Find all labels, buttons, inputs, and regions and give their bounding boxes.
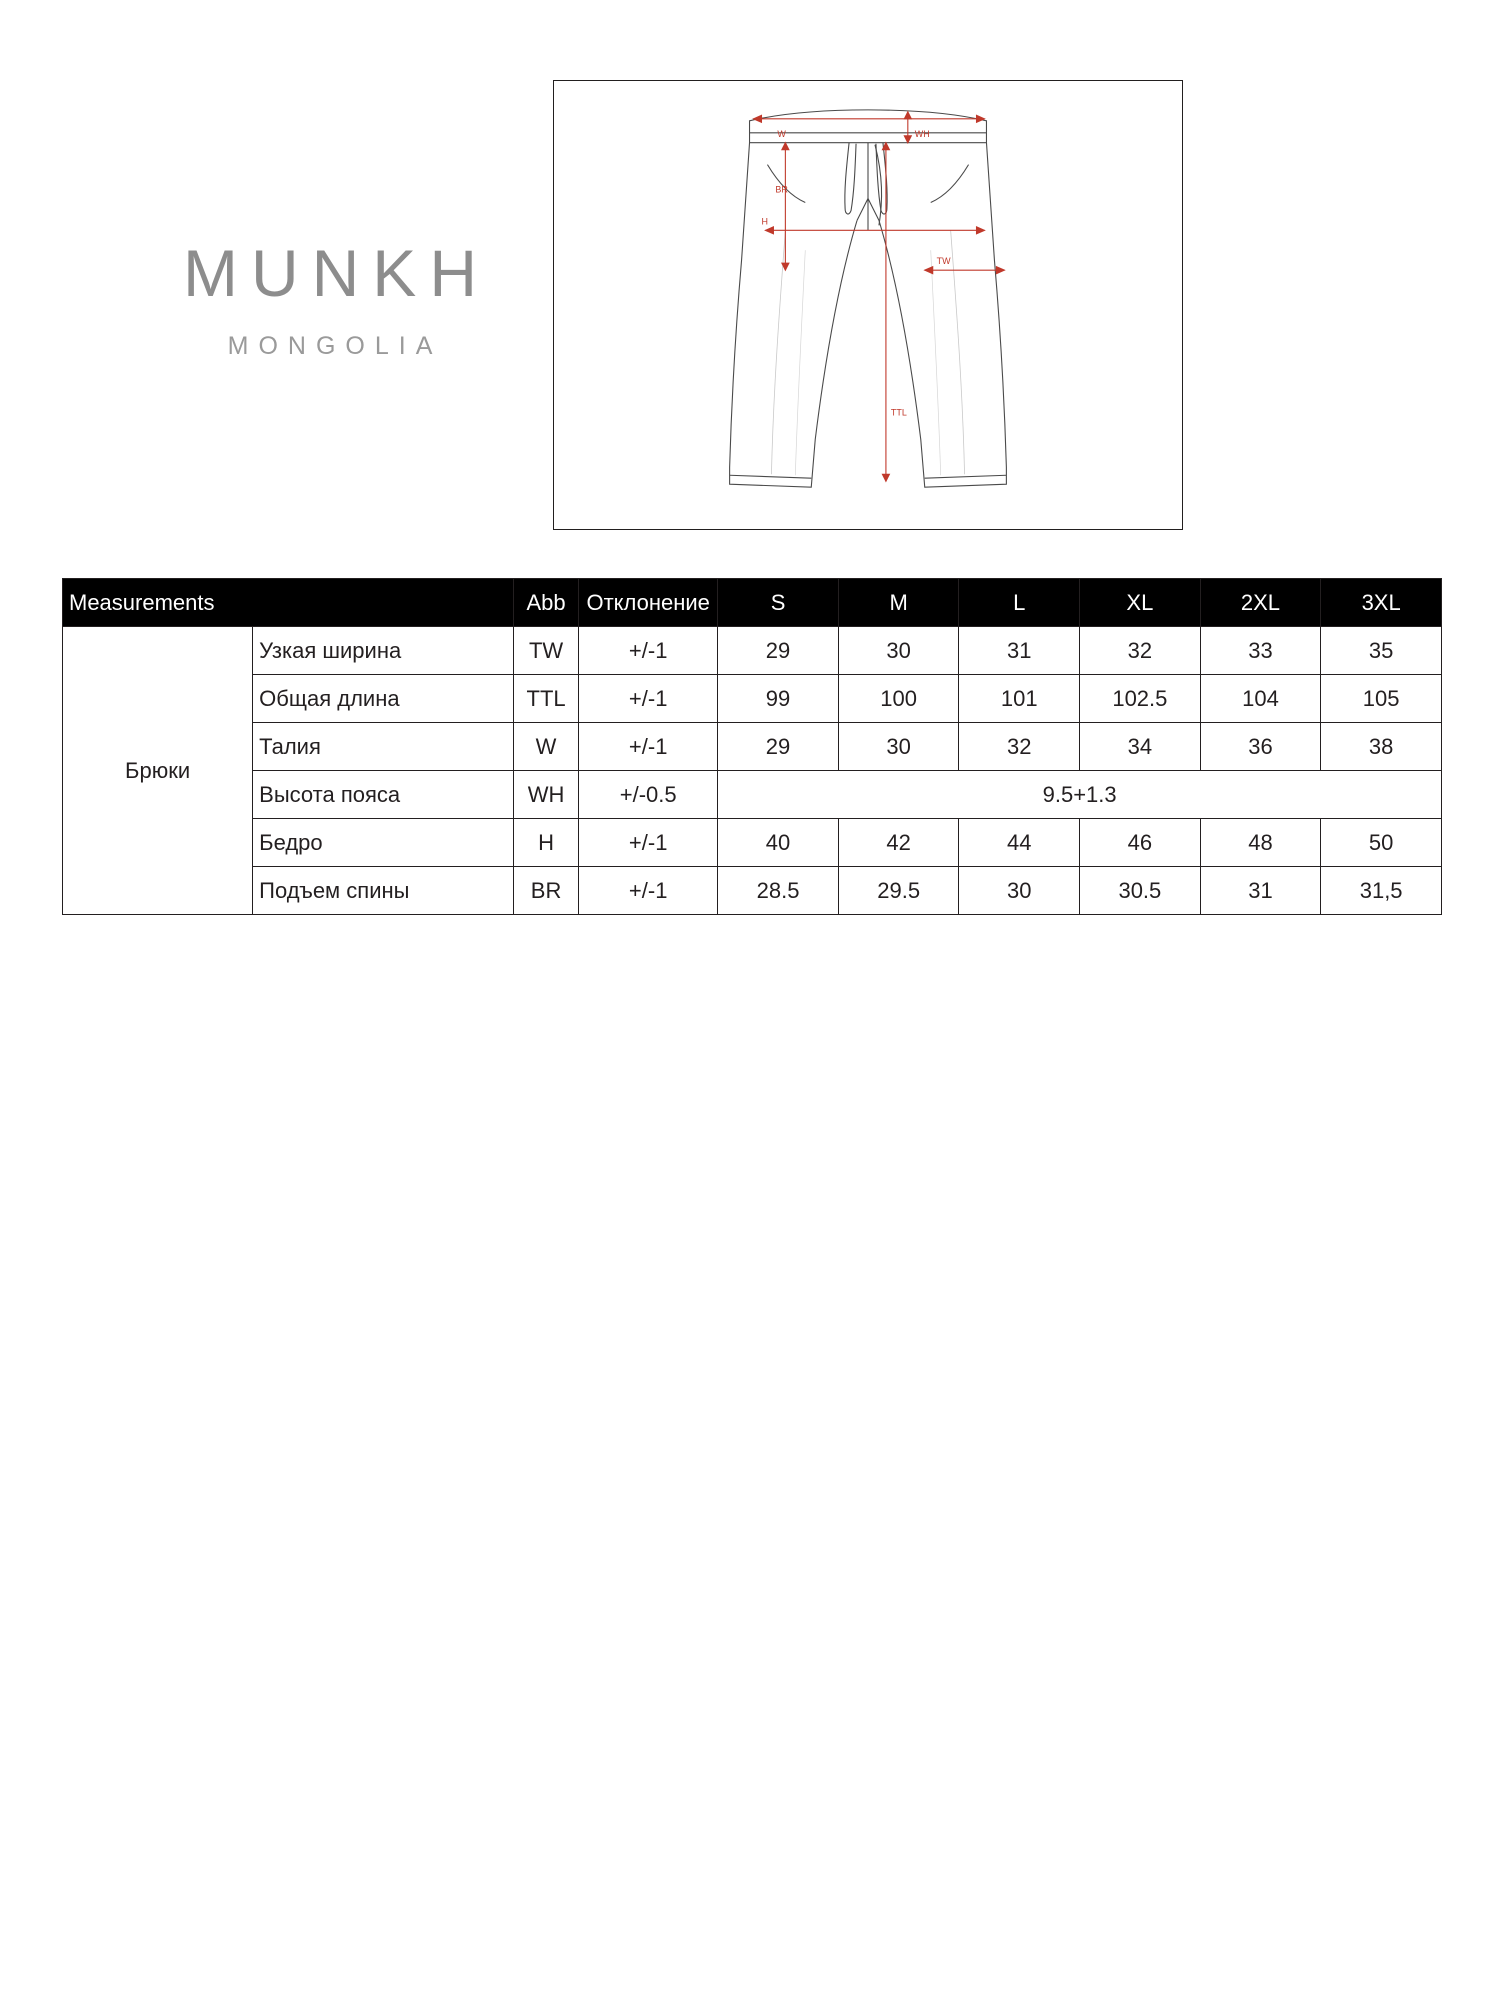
cell-m: 42 xyxy=(838,819,959,867)
cell-2xl: 31 xyxy=(1200,867,1321,915)
header-size-xl: XL xyxy=(1080,579,1201,627)
row-abb: WH xyxy=(513,771,578,819)
cell-xl: 30.5 xyxy=(1080,867,1201,915)
cell-s: 99 xyxy=(718,675,839,723)
table-body xyxy=(63,627,1442,915)
cell-l: 30 xyxy=(959,867,1080,915)
cell-l: 32 xyxy=(959,723,1080,771)
cell-l: 44 xyxy=(959,819,1080,867)
cell-2xl: 104 xyxy=(1200,675,1321,723)
cell-3xl: 50 xyxy=(1321,819,1442,867)
cell-s: 28.5 xyxy=(718,867,839,915)
row-name: Общая длина xyxy=(253,675,514,723)
size-chart xyxy=(62,578,1442,915)
document-header xyxy=(0,0,1500,510)
cell-merged-all-sizes: 9.5+1.3 xyxy=(718,771,1442,819)
row-tolerance: +/-1 xyxy=(579,867,718,915)
table-row xyxy=(63,723,1442,771)
table-row xyxy=(63,819,1442,867)
row-abb: H xyxy=(513,819,578,867)
cell-3xl: 31,5 xyxy=(1321,867,1442,915)
row-abb: BR xyxy=(513,867,578,915)
category-label: Брюки xyxy=(63,627,253,915)
table-row xyxy=(63,627,1442,675)
label-br: BR xyxy=(775,184,788,195)
header-tolerance: Отклонение xyxy=(579,579,718,627)
cell-xl: 32 xyxy=(1080,627,1201,675)
cell-s: 40 xyxy=(718,819,839,867)
row-name: Высота пояса xyxy=(253,771,514,819)
header-measurements: Measurements xyxy=(63,579,514,627)
cell-3xl: 38 xyxy=(1321,723,1442,771)
brand-logo xyxy=(140,236,520,361)
row-tolerance: +/-1 xyxy=(579,627,718,675)
row-tolerance: +/-1 xyxy=(579,819,718,867)
row-tolerance: +/-1 xyxy=(579,723,718,771)
row-tolerance: +/-1 xyxy=(579,675,718,723)
size-table xyxy=(62,578,1442,915)
table-row xyxy=(63,771,1442,819)
cell-l: 31 xyxy=(959,627,1080,675)
table-row xyxy=(63,867,1442,915)
row-name: Талия xyxy=(253,723,514,771)
cell-xl: 34 xyxy=(1080,723,1201,771)
cell-m: 100 xyxy=(838,675,959,723)
cell-xl: 102.5 xyxy=(1080,675,1201,723)
row-name: Подъем спины xyxy=(253,867,514,915)
header-size-m: M xyxy=(838,579,959,627)
row-abb: W xyxy=(513,723,578,771)
cell-2xl: 48 xyxy=(1200,819,1321,867)
cell-s: 29 xyxy=(718,723,839,771)
row-abb: TW xyxy=(513,627,578,675)
cell-m: 29.5 xyxy=(838,867,959,915)
header-abb: Abb xyxy=(513,579,578,627)
trousers-diagram-icon xyxy=(554,81,1182,529)
header-size-2xl: 2XL xyxy=(1200,579,1321,627)
brand-name: MUNKH xyxy=(183,236,490,310)
header-size-3xl: 3XL xyxy=(1321,579,1442,627)
header-size-l: L xyxy=(959,579,1080,627)
label-ttl: TTL xyxy=(890,407,907,418)
row-name: Бедро xyxy=(253,819,514,867)
label-tw: TW xyxy=(936,256,951,267)
cell-3xl: 35 xyxy=(1321,627,1442,675)
cell-2xl: 36 xyxy=(1200,723,1321,771)
cell-3xl: 105 xyxy=(1321,675,1442,723)
label-h: H xyxy=(761,216,768,227)
row-tolerance: +/-0.5 xyxy=(579,771,718,819)
cell-m: 30 xyxy=(838,723,959,771)
technical-drawing-panel xyxy=(553,80,1183,530)
label-w: W xyxy=(777,128,786,139)
row-abb: TTL xyxy=(513,675,578,723)
header-size-s: S xyxy=(718,579,839,627)
label-wh: WH xyxy=(914,128,930,139)
cell-xl: 46 xyxy=(1080,819,1201,867)
table-row xyxy=(63,675,1442,723)
row-name: Узкая ширина xyxy=(253,627,514,675)
cell-l: 101 xyxy=(959,675,1080,723)
cell-s: 29 xyxy=(718,627,839,675)
cell-2xl: 33 xyxy=(1200,627,1321,675)
brand-subtitle: MONGOLIA xyxy=(227,332,443,360)
table-header-row xyxy=(63,579,1442,627)
cell-m: 30 xyxy=(838,627,959,675)
